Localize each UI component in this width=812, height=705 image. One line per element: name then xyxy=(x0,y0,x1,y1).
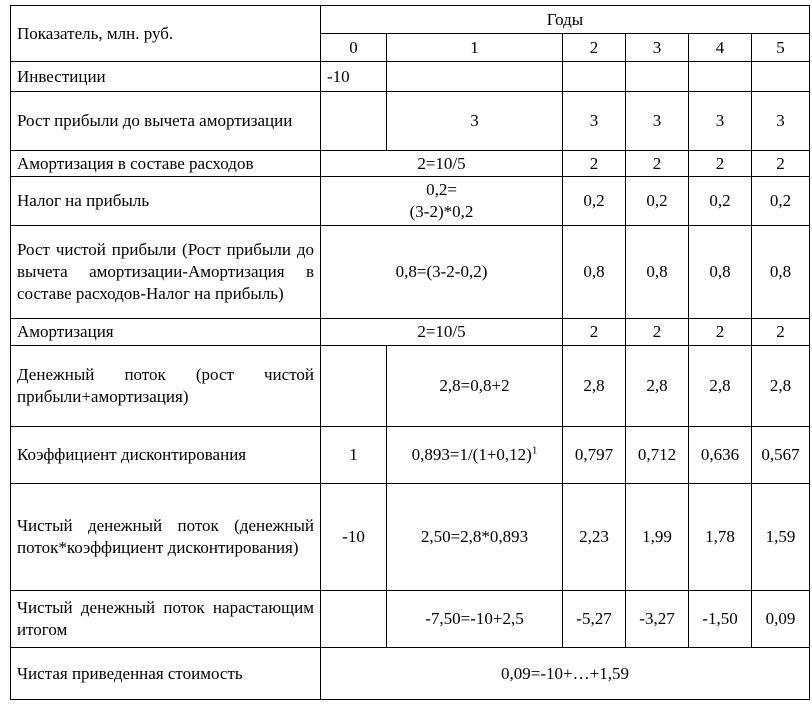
cell-y5: 2 xyxy=(752,151,810,177)
cell-y1: 2,50=2,8*0,893 xyxy=(387,484,563,591)
cell-formula: 0,893=1/(1+0,12) xyxy=(411,445,532,464)
table-row xyxy=(11,92,810,151)
cell-y5 xyxy=(752,62,810,92)
cell-y4 xyxy=(689,62,752,92)
cell-y2: 2 xyxy=(563,319,626,346)
cell-y1 xyxy=(387,427,563,484)
cell-y2: 2 xyxy=(563,151,626,177)
row-label: Рост чистой прибыли (Рост прибыли до вычета амортизации-Амортизация в составе расходов-Налог на прибыль) xyxy=(11,226,321,319)
table-row xyxy=(11,427,810,484)
cell-y5: 1,59 xyxy=(752,484,810,591)
cell-y0 xyxy=(321,346,387,427)
table-row xyxy=(11,484,810,591)
row-label: Рост прибыли до вычета амортизации xyxy=(11,92,321,151)
row-label: Чистая приведенная стоимость xyxy=(11,648,321,700)
cell-y5: 0,8 xyxy=(752,226,810,319)
cell-y3: 3 xyxy=(626,92,689,151)
cell-y0-y1: 2=10/5 xyxy=(321,151,563,177)
table-row xyxy=(11,591,810,648)
cell-y3: 2,8 xyxy=(626,346,689,427)
cell-y5: 0,09 xyxy=(752,591,810,648)
cell-y2: -5,27 xyxy=(563,591,626,648)
cell-y1: -7,50=-10+2,5 xyxy=(387,591,563,648)
row-label: Инвестиции xyxy=(11,62,321,92)
table-row xyxy=(11,151,810,177)
cell-y3: 0,8 xyxy=(626,226,689,319)
cell-y0-y1: 0,8=(3-2-0,2) xyxy=(321,226,563,319)
row-label: Налог на прибыль xyxy=(11,177,321,226)
cell-y0-y1: 2=10/5 xyxy=(321,319,563,346)
table-row-total xyxy=(11,648,810,700)
cell-y2: 0,8 xyxy=(563,226,626,319)
cell-y2 xyxy=(563,62,626,92)
cell-y4: 2 xyxy=(689,319,752,346)
cell-y2: 0,2 xyxy=(563,177,626,226)
cell-y2: 0,797 xyxy=(563,427,626,484)
table-row xyxy=(11,226,810,319)
cell-y4: 1,78 xyxy=(689,484,752,591)
row-label: Чистый денежный поток (денежный поток*коэффициент дисконтирования) xyxy=(11,484,321,591)
cell-y0: -10 xyxy=(321,484,387,591)
cell-y3: -3,27 xyxy=(626,591,689,648)
cell-y1: 2,8=0,8+2 xyxy=(387,346,563,427)
header-row-1 xyxy=(11,6,810,34)
cell-y2: 2,23 xyxy=(563,484,626,591)
row-label: Амортизация в составе расходов xyxy=(11,151,321,177)
cell-y4: 2 xyxy=(689,151,752,177)
cell-y3: 2 xyxy=(626,151,689,177)
cell-y5: 3 xyxy=(752,92,810,151)
cell-y3: 2 xyxy=(626,319,689,346)
table-row xyxy=(11,346,810,427)
cell-line: (3-2)*0,2 xyxy=(409,202,474,221)
cell-superscript: 1 xyxy=(531,444,538,457)
cell-y0: 1 xyxy=(321,427,387,484)
cell-y0: -10 xyxy=(321,62,387,92)
header-years: Годы xyxy=(321,6,810,34)
table-row xyxy=(11,62,810,92)
header-year-1: 1 xyxy=(387,34,563,62)
row-label: Денежный поток (рост чистой прибыли+амортизация) xyxy=(11,346,321,427)
header-year-2: 2 xyxy=(563,34,626,62)
row-label: Амортизация xyxy=(11,319,321,346)
cell-y5: 0,567 xyxy=(752,427,810,484)
cell-y4: 0,636 xyxy=(689,427,752,484)
cell-y2: 3 xyxy=(563,92,626,151)
cell-y3: 0,712 xyxy=(626,427,689,484)
cell-y3 xyxy=(626,62,689,92)
cell-y4: 3 xyxy=(689,92,752,151)
cell-y5: 0,2 xyxy=(752,177,810,226)
header-year-0: 0 xyxy=(321,34,387,62)
table-row xyxy=(11,177,810,226)
cell-y0 xyxy=(321,591,387,648)
cell-y4: 0,2 xyxy=(689,177,752,226)
cell-y0 xyxy=(321,92,387,151)
cell-y5: 2,8 xyxy=(752,346,810,427)
cell-y3: 1,99 xyxy=(626,484,689,591)
row-label: Чистый денежный поток нарастающим итогом xyxy=(11,591,321,648)
table-row xyxy=(11,319,810,346)
cell-y0-y1 xyxy=(321,177,563,226)
npv-table xyxy=(10,5,810,700)
cell-y4: 2,8 xyxy=(689,346,752,427)
cell-y4: 0,8 xyxy=(689,226,752,319)
cell-y5: 2 xyxy=(752,319,810,346)
header-indicator: Показатель, млн. руб. xyxy=(11,6,321,62)
cell-total: 0,09=-10+…+1,59 xyxy=(321,648,810,700)
cell-y1: 3 xyxy=(387,92,563,151)
cell-line: 0,2= xyxy=(426,180,457,199)
row-label: Коэффициент дисконтирования xyxy=(11,427,321,484)
header-year-3: 3 xyxy=(626,34,689,62)
header-year-5: 5 xyxy=(752,34,810,62)
header-year-4: 4 xyxy=(689,34,752,62)
cell-y2: 2,8 xyxy=(563,346,626,427)
cell-y4: -1,50 xyxy=(689,591,752,648)
cell-y3: 0,2 xyxy=(626,177,689,226)
cell-y1 xyxy=(387,62,563,92)
